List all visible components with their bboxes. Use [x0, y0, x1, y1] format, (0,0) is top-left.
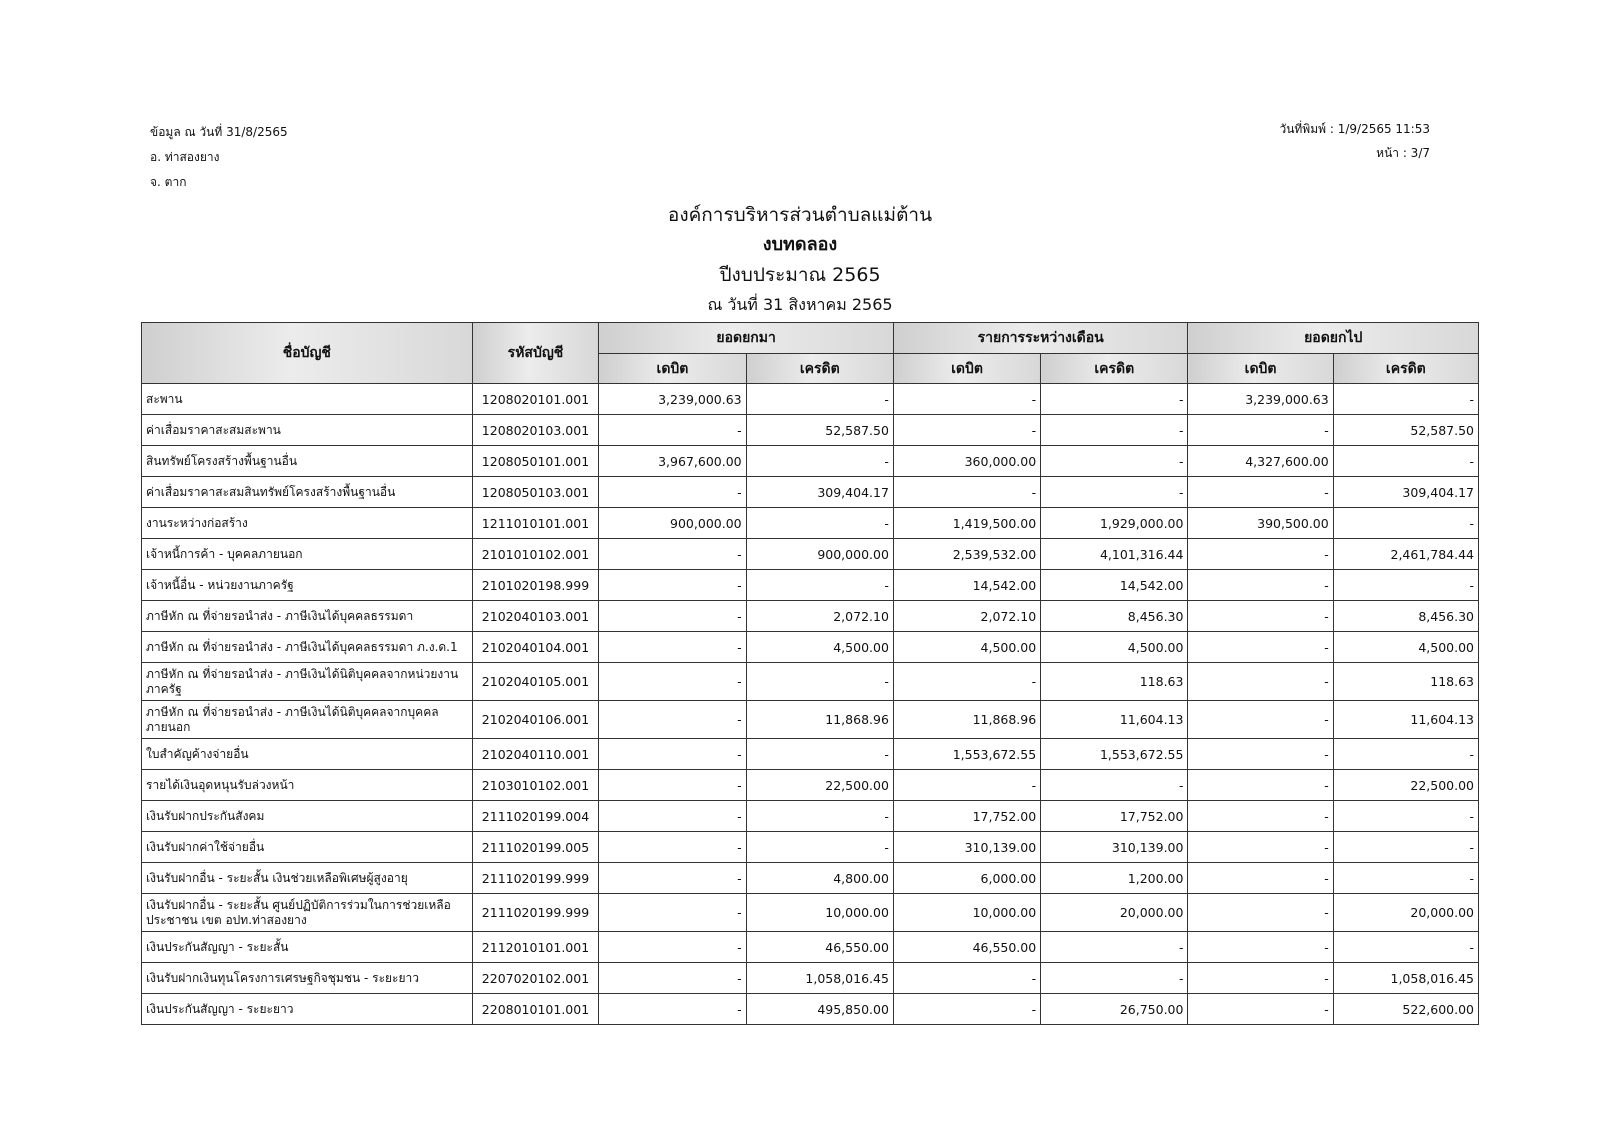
- month-credit-cell: -: [1041, 932, 1188, 963]
- bf-debit-cell: -: [599, 663, 746, 701]
- account-name-cell: สินทรัพย์โครงสร้างพื้นฐานอื่น: [142, 446, 473, 477]
- as-of-date-title: ณ วันที่ 31 สิงหาคม 2565: [707, 295, 893, 314]
- table-row: [142, 415, 1479, 446]
- account-code-cell: 2111020199.999: [472, 894, 599, 932]
- bf-credit-cell: -: [746, 739, 893, 770]
- month-credit-cell: 1,929,000.00: [1041, 508, 1188, 539]
- report-meta-right: [1279, 117, 1430, 165]
- account-code-cell: 1208050101.001: [472, 446, 599, 477]
- account-name-cell: เงินรับฝากเงินทุนโครงการเศรษฐกิจชุมชน - ระยะยาว: [142, 963, 473, 994]
- cf-debit-cell: 4,327,600.00: [1188, 446, 1333, 477]
- account-name-cell: ใบสำคัญค้างจ่ายอื่น: [142, 739, 473, 770]
- account-code-cell: 1208020103.001: [472, 415, 599, 446]
- bf-debit-cell: -: [599, 932, 746, 963]
- account-code-cell: 1208020101.001: [472, 384, 599, 415]
- bf-credit-cell: 46,550.00: [746, 932, 893, 963]
- bf-debit-cell: 3,967,600.00: [599, 446, 746, 477]
- month-credit-cell: -: [1041, 477, 1188, 508]
- month-debit-cell: 17,752.00: [893, 801, 1040, 832]
- bf-credit-cell: 2,072.10: [746, 601, 893, 632]
- cf-debit-cell: -: [1188, 415, 1333, 446]
- bf-debit-cell: -: [599, 701, 746, 739]
- cf-credit-cell: -: [1333, 446, 1478, 477]
- cf-debit-cell: 3,239,000.63: [1188, 384, 1333, 415]
- account-code-cell: 2102040105.001: [472, 663, 599, 701]
- account-name-cell: สะพาน: [142, 384, 473, 415]
- bf-debit-cell: -: [599, 601, 746, 632]
- month-credit-cell: 14,542.00: [1041, 570, 1188, 601]
- col-header-bf-debit: เดบิต: [599, 354, 746, 384]
- bf-credit-cell: 11,868.96: [746, 701, 893, 739]
- month-debit-cell: -: [893, 663, 1040, 701]
- table-row: [142, 570, 1479, 601]
- month-debit-cell: 2,539,532.00: [893, 539, 1040, 570]
- month-credit-cell: 11,604.13: [1041, 701, 1188, 739]
- table-row: [142, 801, 1479, 832]
- account-code-cell: 2111020199.004: [472, 801, 599, 832]
- account-name-cell: เจ้าหนี้อื่น - หน่วยงานภาครัฐ: [142, 570, 473, 601]
- cf-debit-cell: -: [1188, 570, 1333, 601]
- bf-debit-cell: -: [599, 801, 746, 832]
- cf-credit-cell: -: [1333, 508, 1478, 539]
- month-debit-cell: 360,000.00: [893, 446, 1040, 477]
- month-debit-cell: -: [893, 963, 1040, 994]
- table-row: [142, 832, 1479, 863]
- col-header-brought-forward: ยอดยกมา: [599, 323, 894, 354]
- cf-debit-cell: -: [1188, 739, 1333, 770]
- account-code-cell: 2208010101.001: [472, 994, 599, 1025]
- month-credit-cell: 1,200.00: [1041, 863, 1188, 894]
- cf-debit-cell: -: [1188, 863, 1333, 894]
- cf-credit-cell: -: [1333, 739, 1478, 770]
- bf-debit-cell: -: [599, 894, 746, 932]
- month-debit-cell: 1,419,500.00: [893, 508, 1040, 539]
- account-name-cell: ภาษีหัก ณ ที่จ่ายรอนำส่ง - ภาษีเงินได้นิติบุคคลจากบุคคลภายนอก: [142, 701, 473, 739]
- bf-credit-cell: 900,000.00: [746, 539, 893, 570]
- report-meta-left: [150, 120, 288, 195]
- cf-debit-cell: 390,500.00: [1188, 508, 1333, 539]
- account-code-cell: 2101010102.001: [472, 539, 599, 570]
- account-name-cell: ภาษีหัก ณ ที่จ่ายรอนำส่ง - ภาษีเงินได้บุคคลธรรมดา ภ.ง.ด.1: [142, 632, 473, 663]
- month-credit-cell: 20,000.00: [1041, 894, 1188, 932]
- month-debit-cell: 46,550.00: [893, 932, 1040, 963]
- col-header-cf-credit: เครดิต: [1333, 354, 1478, 384]
- account-code-cell: 2112010101.001: [472, 932, 599, 963]
- account-name-cell: ภาษีหัก ณ ที่จ่ายรอนำส่ง - ภาษีเงินได้นิติบุคคลจากหน่วยงานภาครัฐ: [142, 663, 473, 701]
- account-code-cell: 2111020199.999: [472, 863, 599, 894]
- account-name-cell: เงินรับฝากค่าใช้จ่ายอื่น: [142, 832, 473, 863]
- cf-credit-cell: 52,587.50: [1333, 415, 1478, 446]
- bf-credit-cell: -: [746, 663, 893, 701]
- fiscal-year-title: ปีงบประมาณ 2565: [719, 264, 881, 286]
- cf-debit-cell: -: [1188, 701, 1333, 739]
- cf-debit-cell: -: [1188, 963, 1333, 994]
- bf-debit-cell: -: [599, 863, 746, 894]
- account-code-cell: 2207020102.001: [472, 963, 599, 994]
- cf-debit-cell: -: [1188, 770, 1333, 801]
- bf-credit-cell: 22,500.00: [746, 770, 893, 801]
- bf-credit-cell: 4,500.00: [746, 632, 893, 663]
- account-code-cell: 2102040103.001: [472, 601, 599, 632]
- table-header: [142, 323, 1479, 384]
- month-credit-cell: 310,139.00: [1041, 832, 1188, 863]
- col-header-carried-forward: ยอดยกไป: [1188, 323, 1479, 354]
- table-body: [142, 384, 1479, 1025]
- bf-credit-cell: -: [746, 801, 893, 832]
- col-header-bf-credit: เครดิต: [746, 354, 893, 384]
- month-credit-cell: 26,750.00: [1041, 994, 1188, 1025]
- account-name-cell: ค่าเสื่อมราคาสะสมสินทรัพย์โครงสร้างพื้นฐานอื่น: [142, 477, 473, 508]
- bf-debit-cell: -: [599, 539, 746, 570]
- bf-debit-cell: -: [599, 570, 746, 601]
- month-credit-cell: 8,456.30: [1041, 601, 1188, 632]
- cf-debit-cell: -: [1188, 894, 1333, 932]
- account-code-cell: 1211010101.001: [472, 508, 599, 539]
- table-row: [142, 739, 1479, 770]
- table-row: [142, 701, 1479, 739]
- month-credit-cell: 4,101,316.44: [1041, 539, 1188, 570]
- month-credit-cell: 1,553,672.55: [1041, 739, 1188, 770]
- col-header-account-code: รหัสบัญชี: [472, 323, 599, 384]
- account-name-cell: ภาษีหัก ณ ที่จ่ายรอนำส่ง - ภาษีเงินได้บุคคลธรรมดา: [142, 601, 473, 632]
- month-debit-cell: 6,000.00: [893, 863, 1040, 894]
- bf-debit-cell: -: [599, 415, 746, 446]
- cf-debit-cell: -: [1188, 801, 1333, 832]
- month-debit-cell: 1,553,672.55: [893, 739, 1040, 770]
- table-row: [142, 601, 1479, 632]
- account-name-cell: รายได้เงินอุดหนุนรับล่วงหน้า: [142, 770, 473, 801]
- account-code-cell: 2111020199.005: [472, 832, 599, 863]
- col-header-account-name: ชื่อบัญชี: [142, 323, 473, 384]
- bf-credit-cell: 4,800.00: [746, 863, 893, 894]
- bf-debit-cell: -: [599, 963, 746, 994]
- account-name-cell: ค่าเสื่อมราคาสะสมสะพาน: [142, 415, 473, 446]
- bf-credit-cell: 495,850.00: [746, 994, 893, 1025]
- cf-credit-cell: 11,604.13: [1333, 701, 1478, 739]
- cf-credit-cell: -: [1333, 932, 1478, 963]
- bf-credit-cell: -: [746, 570, 893, 601]
- table-row: [142, 932, 1479, 963]
- province-text: จ. ตาก: [150, 175, 187, 189]
- month-credit-cell: -: [1041, 770, 1188, 801]
- bf-debit-cell: 900,000.00: [599, 508, 746, 539]
- cf-debit-cell: -: [1188, 477, 1333, 508]
- account-name-cell: เจ้าหนี้การค้า - บุคคลภายนอก: [142, 539, 473, 570]
- cf-credit-cell: -: [1333, 863, 1478, 894]
- account-name-cell: เงินประกันสัญญา - ระยะยาว: [142, 994, 473, 1025]
- month-credit-cell: 4,500.00: [1041, 632, 1188, 663]
- table-row: [142, 994, 1479, 1025]
- page-number-text: หน้า : 3/7: [1376, 146, 1430, 160]
- organization-title: องค์การบริหารส่วนตำบลแม่ต้าน: [667, 204, 933, 226]
- cf-debit-cell: -: [1188, 932, 1333, 963]
- cf-debit-cell: -: [1188, 601, 1333, 632]
- table-row: [142, 894, 1479, 932]
- bf-credit-cell: -: [746, 832, 893, 863]
- month-debit-cell: -: [893, 994, 1040, 1025]
- cf-credit-cell: -: [1333, 384, 1478, 415]
- month-debit-cell: 2,072.10: [893, 601, 1040, 632]
- month-credit-cell: -: [1041, 384, 1188, 415]
- bf-debit-cell: -: [599, 632, 746, 663]
- account-name-cell: งานระหว่างก่อสร้าง: [142, 508, 473, 539]
- month-debit-cell: -: [893, 415, 1040, 446]
- month-credit-cell: -: [1041, 446, 1188, 477]
- cf-credit-cell: 2,461,784.44: [1333, 539, 1478, 570]
- month-credit-cell: 118.63: [1041, 663, 1188, 701]
- cf-debit-cell: -: [1188, 994, 1333, 1025]
- month-credit-cell: -: [1041, 963, 1188, 994]
- bf-debit-cell: 3,239,000.63: [599, 384, 746, 415]
- account-code-cell: 1208050103.001: [472, 477, 599, 508]
- cf-credit-cell: -: [1333, 832, 1478, 863]
- account-code-cell: 2102040106.001: [472, 701, 599, 739]
- bf-debit-cell: -: [599, 739, 746, 770]
- cf-debit-cell: -: [1188, 632, 1333, 663]
- table-row: [142, 632, 1479, 663]
- report-title-block: [0, 200, 1600, 320]
- bf-credit-cell: -: [746, 508, 893, 539]
- bf-credit-cell: 1,058,016.45: [746, 963, 893, 994]
- document-title: งบทดลอง: [762, 234, 838, 255]
- table-row: [142, 384, 1479, 415]
- cf-credit-cell: 118.63: [1333, 663, 1478, 701]
- month-credit-cell: -: [1041, 415, 1188, 446]
- cf-debit-cell: -: [1188, 539, 1333, 570]
- cf-credit-cell: -: [1333, 570, 1478, 601]
- account-name-cell: เงินประกันสัญญา - ระยะสั้น: [142, 932, 473, 963]
- trial-balance-table: [141, 322, 1479, 1025]
- month-debit-cell: 14,542.00: [893, 570, 1040, 601]
- bf-credit-cell: -: [746, 446, 893, 477]
- table-row: [142, 446, 1479, 477]
- table-row: [142, 508, 1479, 539]
- bf-credit-cell: 309,404.17: [746, 477, 893, 508]
- cf-debit-cell: -: [1188, 832, 1333, 863]
- month-debit-cell: -: [893, 770, 1040, 801]
- bf-debit-cell: -: [599, 770, 746, 801]
- cf-credit-cell: 1,058,016.45: [1333, 963, 1478, 994]
- account-name-cell: เงินรับฝากอื่น - ระยะสั้น เงินช่วยเหลือพิเศษผู้สูงอายุ: [142, 863, 473, 894]
- table-row: [142, 863, 1479, 894]
- cf-credit-cell: 309,404.17: [1333, 477, 1478, 508]
- cf-credit-cell: 22,500.00: [1333, 770, 1478, 801]
- cf-credit-cell: 8,456.30: [1333, 601, 1478, 632]
- district-text: อ. ท่าสองยาง: [150, 150, 220, 164]
- account-code-cell: 2102040110.001: [472, 739, 599, 770]
- bf-credit-cell: 52,587.50: [746, 415, 893, 446]
- account-name-cell: เงินรับฝากประกันสังคม: [142, 801, 473, 832]
- col-header-cf-debit: เดบิต: [1188, 354, 1333, 384]
- table-row: [142, 963, 1479, 994]
- bf-credit-cell: -: [746, 384, 893, 415]
- col-header-month-credit: เครดิต: [1041, 354, 1188, 384]
- month-debit-cell: 4,500.00: [893, 632, 1040, 663]
- cf-credit-cell: 4,500.00: [1333, 632, 1478, 663]
- bf-debit-cell: -: [599, 994, 746, 1025]
- col-header-during-month: รายการระหว่างเดือน: [893, 323, 1188, 354]
- bf-credit-cell: 10,000.00: [746, 894, 893, 932]
- cf-credit-cell: 522,600.00: [1333, 994, 1478, 1025]
- account-code-cell: 2102040104.001: [472, 632, 599, 663]
- month-debit-cell: 10,000.00: [893, 894, 1040, 932]
- bf-debit-cell: -: [599, 477, 746, 508]
- bf-debit-cell: -: [599, 832, 746, 863]
- month-debit-cell: -: [893, 384, 1040, 415]
- cf-debit-cell: -: [1188, 663, 1333, 701]
- month-credit-cell: 17,752.00: [1041, 801, 1188, 832]
- table-row: [142, 539, 1479, 570]
- table-row: [142, 663, 1479, 701]
- month-debit-cell: -: [893, 477, 1040, 508]
- account-name-cell: เงินรับฝากอื่น - ระยะสั้น ศูนย์ปฏิบัติการร่วมในการช่วยเหลือประชาชน เขต อปท.ท่าสองยาง: [142, 894, 473, 932]
- cf-credit-cell: -: [1333, 801, 1478, 832]
- col-header-month-debit: เดบิต: [893, 354, 1040, 384]
- data-as-of-text: ข้อมูล ณ วันที่ 31/8/2565: [150, 125, 288, 139]
- month-debit-cell: 11,868.96: [893, 701, 1040, 739]
- account-code-cell: 2103010102.001: [472, 770, 599, 801]
- print-date-text: วันที่พิมพ์ : 1/9/2565 11:53: [1279, 122, 1430, 136]
- table-row: [142, 477, 1479, 508]
- account-code-cell: 2101020198.999: [472, 570, 599, 601]
- month-debit-cell: 310,139.00: [893, 832, 1040, 863]
- table-row: [142, 770, 1479, 801]
- cf-credit-cell: 20,000.00: [1333, 894, 1478, 932]
